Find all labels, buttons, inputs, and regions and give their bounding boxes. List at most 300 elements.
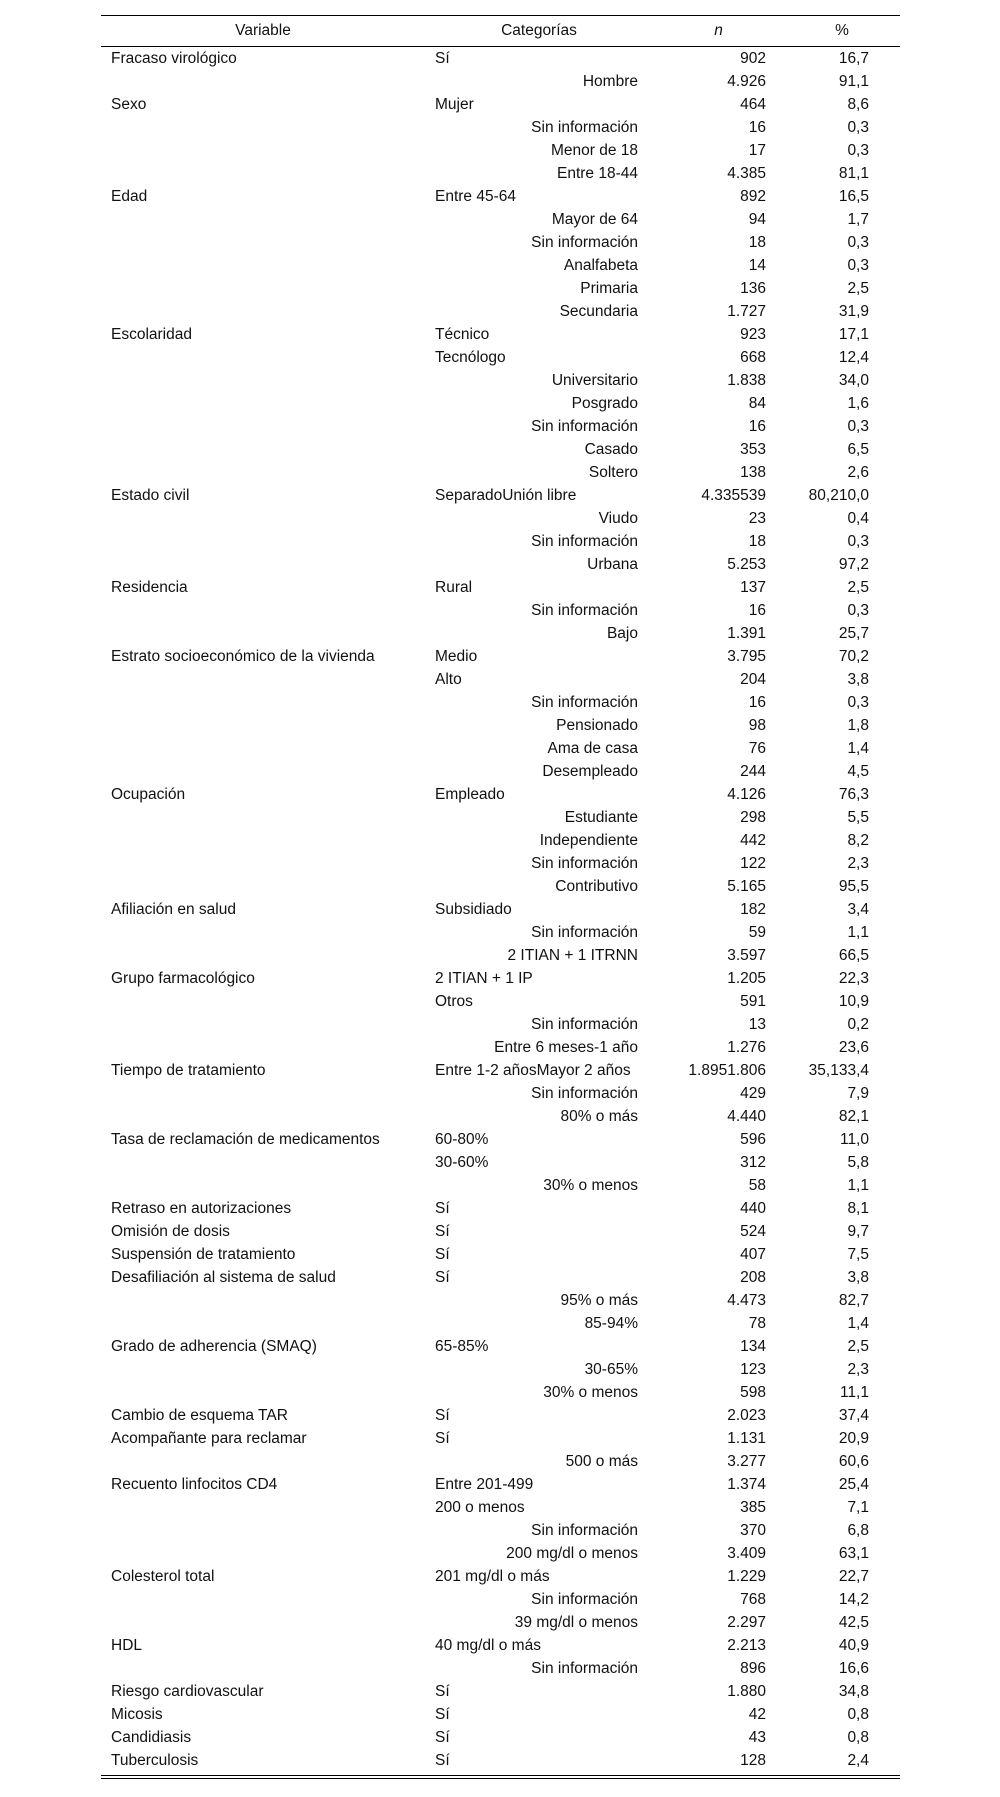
table-row <box>101 898 900 921</box>
cell-category: 85-94% <box>584 1315 638 1332</box>
cell-percent: 8,1 <box>847 1200 869 1217</box>
cell-category: Analfabeta <box>563 257 638 274</box>
cell-n: 442 <box>740 832 766 849</box>
cell-variable: Cambio de esquema TAR <box>111 1407 288 1424</box>
table-row <box>101 231 900 254</box>
cell-category: Otros <box>435 993 473 1010</box>
cell-category: Sin información <box>531 1522 638 1539</box>
cell-n: 1.391 <box>727 625 766 642</box>
cell-variable: Acompañante para reclamar <box>111 1430 307 1447</box>
cell-n: 3.795 <box>727 648 766 665</box>
cell-n: 1.838 <box>727 372 766 389</box>
table-row <box>101 530 900 553</box>
cell-variable <box>101 1657 425 1680</box>
cell-variable: Sexo <box>111 96 147 113</box>
cell-variable: Suspensión de tratamiento <box>111 1246 296 1263</box>
cell-percent: 0,3 <box>847 119 869 136</box>
cell-n: 4.473 <box>727 1292 766 1309</box>
cell-percent: 35,133,4 <box>808 1062 869 1079</box>
header-categories: Categorías <box>425 16 653 47</box>
cell-n: 892 <box>740 188 766 205</box>
cell-category: Sin información <box>531 533 638 550</box>
table-body <box>101 47 900 1773</box>
table-row <box>101 1174 900 1197</box>
cell-percent: 81,1 <box>838 165 869 182</box>
cell-n: 4.335539 <box>701 487 766 504</box>
cell-n: 591 <box>740 993 766 1010</box>
cell-category: 40 mg/dl o más <box>435 1637 541 1654</box>
table-row <box>101 1197 900 1220</box>
cell-percent: 0,2 <box>847 1016 869 1033</box>
cell-variable <box>101 1496 425 1519</box>
cell-variable <box>101 1105 425 1128</box>
cell-category: Sin información <box>531 1016 638 1033</box>
cell-n: 4.126 <box>727 786 766 803</box>
cell-category: Sin información <box>531 1085 638 1102</box>
table-row <box>101 254 900 277</box>
cell-n: 440 <box>740 1200 766 1217</box>
cell-variable: Riesgo cardiovascular <box>111 1683 264 1700</box>
cell-category: Entre 18-44 <box>557 165 638 182</box>
table-header-row <box>101 16 900 47</box>
cell-category: Hombre <box>582 73 638 90</box>
cell-n: 2.023 <box>727 1407 766 1424</box>
cell-variable: Grado de adherencia (SMAQ) <box>111 1338 317 1355</box>
cell-category: 60-80% <box>435 1131 489 1148</box>
cell-variable <box>101 70 425 93</box>
cell-variable <box>101 691 425 714</box>
cell-percent: 0,8 <box>847 1706 869 1723</box>
cell-category: Entre 201-499 <box>435 1476 534 1493</box>
cell-variable <box>101 875 425 898</box>
cell-category: Sin información <box>531 694 638 711</box>
table-row <box>101 116 900 139</box>
cell-n: 16 <box>748 602 766 619</box>
cell-percent: 9,7 <box>847 1223 869 1240</box>
cell-variable <box>101 1588 425 1611</box>
cell-category: Sí <box>435 1246 450 1263</box>
cell-variable <box>101 1013 425 1036</box>
cell-variable <box>101 346 425 369</box>
cell-variable <box>101 852 425 875</box>
table-row <box>101 507 900 530</box>
cell-variable <box>101 116 425 139</box>
table-row <box>101 1059 900 1082</box>
cell-category: Mujer <box>435 96 474 113</box>
table-row <box>101 1105 900 1128</box>
cell-percent: 80,210,0 <box>808 487 869 504</box>
cell-category: Mayor de 64 <box>551 211 638 228</box>
table-row <box>101 1358 900 1381</box>
cell-variable: Afiliación en salud <box>111 901 236 918</box>
cell-category: 2 ITIAN + 1 ITRNN <box>507 947 638 964</box>
table-row <box>101 461 900 484</box>
cell-variable <box>101 300 425 323</box>
table-row <box>101 369 900 392</box>
cell-n: 76 <box>748 740 766 757</box>
cell-variable <box>101 1036 425 1059</box>
cell-n: 58 <box>748 1177 766 1194</box>
table-row <box>101 668 900 691</box>
cell-percent: 70,2 <box>838 648 869 665</box>
table-row <box>101 760 900 783</box>
cell-category: Viudo <box>598 510 638 527</box>
cell-percent: 82,7 <box>838 1292 869 1309</box>
cell-category: Sí <box>435 1729 450 1746</box>
cell-percent: 22,3 <box>838 970 869 987</box>
cell-variable <box>101 599 425 622</box>
header-variable: Variable <box>101 16 425 47</box>
cell-percent: 0,3 <box>847 694 869 711</box>
cell-variable <box>101 1450 425 1473</box>
cell-percent: 5,8 <box>847 1154 869 1171</box>
cell-category: Entre 1-2 añosMayor 2 años <box>435 1062 631 1079</box>
cell-variable: Fracaso virológico <box>111 50 237 67</box>
table-row <box>101 1749 900 1772</box>
cell-variable <box>101 944 425 967</box>
cell-n: 1.131 <box>727 1430 766 1447</box>
cell-variable: Ocupación <box>111 786 186 803</box>
cell-category: 65-85% <box>435 1338 489 1355</box>
cell-n: 596 <box>740 1131 766 1148</box>
cell-n: 2.213 <box>727 1637 766 1654</box>
cell-category: Estudiante <box>564 809 638 826</box>
cell-n: 136 <box>740 280 766 297</box>
cell-category: 95% o más <box>560 1292 638 1309</box>
cell-category: Técnico <box>435 326 490 343</box>
cell-category: Entre 6 meses-1 año <box>494 1039 638 1056</box>
cell-category: 39 mg/dl o menos <box>514 1614 638 1631</box>
cell-category: Contributivo <box>555 878 638 895</box>
cell-variable <box>101 415 425 438</box>
cell-category: Sí <box>435 50 450 67</box>
cell-percent: 10,9 <box>838 993 869 1010</box>
table-row <box>101 645 900 668</box>
cell-percent: 7,5 <box>847 1246 869 1263</box>
cell-category: Sin información <box>531 119 638 136</box>
cell-variable: Retraso en autorizaciones <box>111 1200 292 1217</box>
table-row <box>101 1312 900 1335</box>
cell-n: 896 <box>740 1660 766 1677</box>
cell-percent: 76,3 <box>838 786 869 803</box>
cell-percent: 0,8 <box>847 1729 869 1746</box>
cell-variable <box>101 1082 425 1105</box>
cell-n: 3.277 <box>727 1453 766 1470</box>
table-row <box>101 1243 900 1266</box>
cell-category: Sí <box>435 1223 450 1240</box>
cell-variable: Estado civil <box>111 487 190 504</box>
cell-n: 353 <box>740 441 766 458</box>
cell-n: 312 <box>740 1154 766 1171</box>
cell-category: Sin información <box>531 418 638 435</box>
cell-variable <box>101 553 425 576</box>
cell-percent: 82,1 <box>838 1108 869 1125</box>
cell-percent: 37,4 <box>838 1407 869 1424</box>
table-row <box>101 737 900 760</box>
table-row <box>101 1703 900 1726</box>
cell-variable: Tuberculosis <box>111 1752 199 1769</box>
cell-n: 98 <box>748 717 766 734</box>
cell-variable <box>101 208 425 231</box>
table-row <box>101 392 900 415</box>
cell-n: 16 <box>748 119 766 136</box>
cell-variable <box>101 921 425 944</box>
cell-n: 16 <box>748 694 766 711</box>
cell-variable <box>101 1519 425 1542</box>
table-row <box>101 875 900 898</box>
cell-percent: 2,4 <box>847 1752 869 1769</box>
cell-category: Sin información <box>531 1660 638 1677</box>
data-table-container <box>101 15 900 1779</box>
cell-variable <box>101 760 425 783</box>
cell-variable <box>101 668 425 691</box>
cell-category: Entre 45-64 <box>435 188 516 205</box>
table-row <box>101 277 900 300</box>
table-row <box>101 1013 900 1036</box>
cell-category: Primaria <box>580 280 638 297</box>
cell-percent: 34,0 <box>838 372 869 389</box>
cell-percent: 23,6 <box>838 1039 869 1056</box>
cell-n: 122 <box>740 855 766 872</box>
cell-percent: 66,5 <box>838 947 869 964</box>
cell-percent: 60,6 <box>838 1453 869 1470</box>
table-row <box>101 1611 900 1634</box>
cell-percent: 0,3 <box>847 602 869 619</box>
cell-percent: 2,5 <box>847 579 869 596</box>
table-row <box>101 70 900 93</box>
cell-n: 1.276 <box>727 1039 766 1056</box>
cell-variable: Escolaridad <box>111 326 192 343</box>
cell-n: 16 <box>748 418 766 435</box>
cell-percent: 97,2 <box>838 556 869 573</box>
table-row <box>101 714 900 737</box>
cell-category: Universitario <box>551 372 638 389</box>
table-row <box>101 967 900 990</box>
cell-variable <box>101 231 425 254</box>
cell-percent: 1,1 <box>847 924 869 941</box>
cell-percent: 4,5 <box>847 763 869 780</box>
table-row <box>101 622 900 645</box>
cell-variable <box>101 507 425 530</box>
cell-variable <box>101 1358 425 1381</box>
cell-variable <box>101 806 425 829</box>
cell-n: 524 <box>740 1223 766 1240</box>
cell-variable <box>101 622 425 645</box>
cell-percent: 95,5 <box>838 878 869 895</box>
cell-category: Sin información <box>531 1591 638 1608</box>
cell-category: Alto <box>435 671 462 688</box>
table-row <box>101 691 900 714</box>
cell-category: 30% o menos <box>543 1384 638 1401</box>
cell-category: Tecnólogo <box>435 349 506 366</box>
cell-variable: Tiempo de tratamiento <box>111 1062 266 1079</box>
cell-percent: 0,3 <box>847 533 869 550</box>
table-row <box>101 1565 900 1588</box>
cell-category: 2 ITIAN + 1 IP <box>435 970 533 987</box>
cell-n: 14 <box>748 257 766 274</box>
cell-n: 923 <box>740 326 766 343</box>
cell-percent: 12,4 <box>838 349 869 366</box>
cell-percent: 7,1 <box>847 1499 869 1516</box>
cell-category: Medio <box>435 648 478 665</box>
cell-category: Sí <box>435 1200 450 1217</box>
table-row <box>101 47 900 71</box>
cell-variable: HDL <box>111 1637 143 1654</box>
cell-variable <box>101 1312 425 1335</box>
cell-category: Sí <box>435 1683 450 1700</box>
cell-category: Rural <box>435 579 473 596</box>
header-n: n <box>653 16 784 47</box>
cell-category: Empleado <box>435 786 505 803</box>
cell-n: 13 <box>748 1016 766 1033</box>
cell-n: 134 <box>740 1338 766 1355</box>
cell-variable <box>101 1151 425 1174</box>
cell-percent: 3,4 <box>847 901 869 918</box>
cell-n: 598 <box>740 1384 766 1401</box>
table-row <box>101 93 900 116</box>
cell-n: 208 <box>740 1269 766 1286</box>
cell-category: Subsidiado <box>435 901 512 918</box>
cell-n: 1.205 <box>727 970 766 987</box>
cell-n: 1.374 <box>727 1476 766 1493</box>
table-row <box>101 599 900 622</box>
cell-percent: 0,3 <box>847 257 869 274</box>
cell-category: Sí <box>435 1752 450 1769</box>
cell-percent: 8,2 <box>847 832 869 849</box>
cell-variable <box>101 1289 425 1312</box>
table-row <box>101 1496 900 1519</box>
cell-category: Ama de casa <box>547 740 638 757</box>
cell-percent: 1,8 <box>847 717 869 734</box>
table-row <box>101 1036 900 1059</box>
table-row <box>101 1082 900 1105</box>
cell-percent: 2,6 <box>847 464 869 481</box>
cell-variable <box>101 438 425 461</box>
cell-category: 200 mg/dl o menos <box>506 1545 638 1562</box>
header-percent: % <box>784 16 900 47</box>
cell-n: 668 <box>740 349 766 366</box>
table-row <box>101 484 900 507</box>
cell-percent: 14,2 <box>838 1591 869 1608</box>
cell-category: Sí <box>435 1706 450 1723</box>
cell-variable <box>101 1381 425 1404</box>
cell-variable <box>101 1174 425 1197</box>
cell-n: 902 <box>740 50 766 67</box>
cell-n: 385 <box>740 1499 766 1516</box>
table-row <box>101 1128 900 1151</box>
cell-percent: 1,7 <box>847 211 869 228</box>
cell-variable: Colesterol total <box>111 1568 215 1585</box>
cell-category: 200 o menos <box>435 1499 525 1516</box>
cell-variable <box>101 254 425 277</box>
cell-n: 370 <box>740 1522 766 1539</box>
table-row <box>101 1588 900 1611</box>
cell-category: Secundaria <box>559 303 638 320</box>
cell-category: Sin información <box>531 924 638 941</box>
cell-percent: 2,5 <box>847 1338 869 1355</box>
cell-variable: Micosis <box>111 1706 163 1723</box>
cell-n: 4.440 <box>727 1108 766 1125</box>
cell-n: 1.229 <box>727 1568 766 1585</box>
cell-variable <box>101 162 425 185</box>
table-row <box>101 829 900 852</box>
cell-category: Independiente <box>539 832 638 849</box>
cell-percent: 1,4 <box>847 740 869 757</box>
cell-n: 1.8951.806 <box>688 1062 766 1079</box>
cell-percent: 6,8 <box>847 1522 869 1539</box>
cell-percent: 2,3 <box>847 855 869 872</box>
table-row <box>101 1220 900 1243</box>
table-row <box>101 1427 900 1450</box>
cell-n: 18 <box>748 533 766 550</box>
table-row <box>101 300 900 323</box>
cell-percent: 2,3 <box>847 1361 869 1378</box>
cell-n: 1.727 <box>727 303 766 320</box>
cell-percent: 31,9 <box>838 303 869 320</box>
table-row <box>101 185 900 208</box>
cell-percent: 16,5 <box>838 188 869 205</box>
cell-n: 429 <box>740 1085 766 1102</box>
cell-percent: 2,5 <box>847 280 869 297</box>
cell-category: 500 o más <box>565 1453 638 1470</box>
cell-percent: 0,3 <box>847 418 869 435</box>
cell-variable: Edad <box>111 188 148 205</box>
table-row <box>101 783 900 806</box>
cell-n: 1.880 <box>727 1683 766 1700</box>
cell-n: 84 <box>748 395 766 412</box>
cell-n: 182 <box>740 901 766 918</box>
table-row <box>101 1404 900 1427</box>
table-row <box>101 1151 900 1174</box>
cell-percent: 5,5 <box>847 809 869 826</box>
table-bottom-rule <box>101 1775 900 1779</box>
cell-n: 18 <box>748 234 766 251</box>
table-row <box>101 806 900 829</box>
cell-variable <box>101 714 425 737</box>
table-row <box>101 1519 900 1542</box>
table-row <box>101 921 900 944</box>
cell-category: 30% o menos <box>543 1177 638 1194</box>
cell-n: 204 <box>740 671 766 688</box>
cell-category: Desempleado <box>542 763 638 780</box>
table-row <box>101 990 900 1013</box>
cell-n: 298 <box>740 809 766 826</box>
table-row <box>101 1381 900 1404</box>
table-row <box>101 162 900 185</box>
cell-variable: Candidiasis <box>111 1729 192 1746</box>
table-row <box>101 1680 900 1703</box>
cell-category: Sí <box>435 1269 450 1286</box>
cell-variable <box>101 530 425 553</box>
cell-variable: Tasa de reclamación de medicamentos <box>111 1131 380 1148</box>
cell-percent: 63,1 <box>838 1545 869 1562</box>
cell-category: Menor de 18 <box>550 142 638 159</box>
cell-n: 4.385 <box>727 165 766 182</box>
table-row <box>101 323 900 346</box>
cell-n: 4.926 <box>727 73 766 90</box>
cell-variable: Desafiliación al sistema de salud <box>111 1269 336 1286</box>
cell-percent: 11,0 <box>839 1131 869 1148</box>
cell-n: 3.409 <box>727 1545 766 1562</box>
table-row <box>101 139 900 162</box>
cell-variable: Residencia <box>111 579 188 596</box>
cell-variable <box>101 990 425 1013</box>
cell-n: 23 <box>748 510 766 527</box>
cell-category: Sí <box>435 1430 450 1447</box>
table-row <box>101 1266 900 1289</box>
cell-percent: 0,3 <box>847 142 869 159</box>
cell-category: 201 mg/dl o más <box>435 1568 550 1585</box>
